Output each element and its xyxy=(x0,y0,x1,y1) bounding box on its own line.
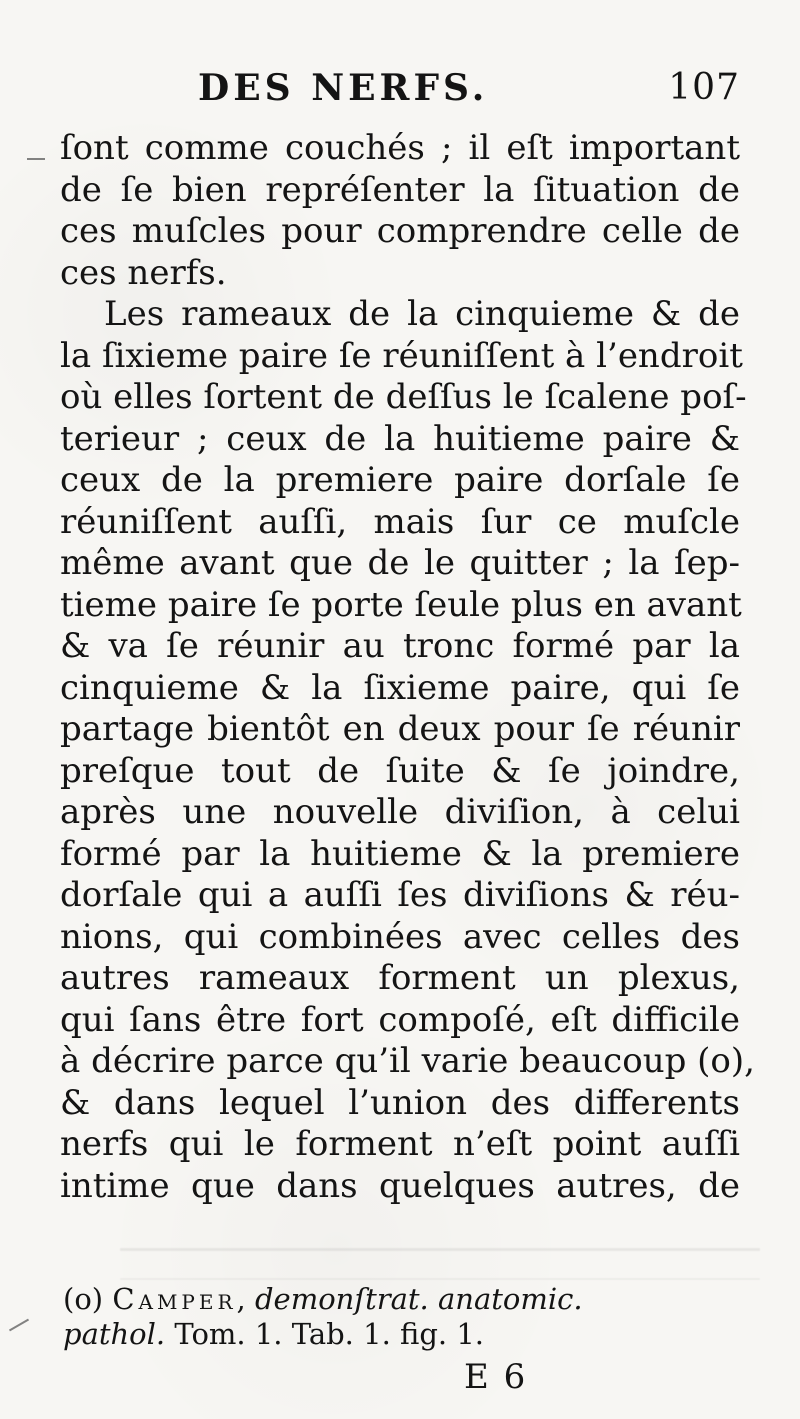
page-mark xyxy=(9,1319,29,1332)
text-line: qui ſans être fort compoſé, eſt difficile xyxy=(60,999,740,1040)
footnote-line-2 xyxy=(63,1317,738,1352)
footnote-separator: , xyxy=(236,1282,246,1316)
text-line: à décrire parce qu’il varie beaucoup (o), xyxy=(60,1041,755,1081)
text-line: après une nouvelle diviſion, à celui xyxy=(60,792,740,832)
text-line: & va ſe réunir au tronc formé par la xyxy=(60,626,740,666)
footnote-work: demonſtrat. anatomic. xyxy=(254,1282,583,1316)
page-number: 107 xyxy=(668,67,740,108)
page-mark xyxy=(27,158,45,160)
text-line: formé par la huitieme & la premiere xyxy=(60,833,740,874)
footnote-work-continued: pathol. xyxy=(63,1317,166,1351)
text-line: ſont comme couchés ; il eſt important xyxy=(60,128,740,168)
text-line: ceux de la premiere paire dorſale ſe xyxy=(60,460,740,500)
paragraph-start: Les rameaux de la cinquieme & de xyxy=(104,294,740,334)
footnote-reference: Tom. 1. Tab. 1. fig. 1. xyxy=(174,1317,485,1351)
text-line: partage bientôt en deux pour ſe réunir xyxy=(60,709,740,749)
text-line: où elles ſortent de deſſus le ſcalene poſ- xyxy=(60,377,747,417)
text-line: cinquieme & la ſixieme paire, qui ſe xyxy=(60,667,740,708)
text-line: ces nerfs. xyxy=(60,252,227,293)
text-line: ces muſcles pour comprendre celle de xyxy=(60,211,740,251)
text-line: la ſixieme paire ſe réuniſſent à l’endroit xyxy=(60,335,743,376)
text-line: de ſe bien repréſenter la ſituation de xyxy=(60,169,740,210)
footnote-line-1 xyxy=(63,1282,738,1317)
page-header xyxy=(190,68,740,108)
text-line: dorſale qui a auſſi ſes diviſions & réu- xyxy=(60,875,740,915)
main-text xyxy=(60,128,755,1207)
text-line: preſque tout de ſuite & ſe joindre, xyxy=(60,750,740,791)
running-head: DES NERFS. xyxy=(198,67,489,109)
text-line: nions, qui combinées avec celles des xyxy=(60,916,740,957)
text-line: réuniſſent auſſi, mais ſur ce muſcle xyxy=(60,501,740,542)
text-line: nerfs qui le forment n’eſt point auſſi xyxy=(60,1124,740,1164)
text-line: terieur ; ceux de la huitieme paire & xyxy=(60,418,740,459)
signature-mark: E 6 xyxy=(464,1357,528,1397)
footnote-marker: (o) xyxy=(63,1282,104,1316)
text-line: tieme paire ſe porte ſeule plus en avant xyxy=(60,584,742,625)
text-line: autres rameaux forment un plexus, xyxy=(60,958,740,998)
footnote xyxy=(63,1282,738,1352)
footnote-author: Camper xyxy=(112,1282,237,1316)
text-line: intime que dans quelques autres, de xyxy=(60,1165,740,1206)
text-line: & dans lequel l’union des differents xyxy=(60,1082,740,1123)
text-line: même avant que de le quitter ; la ſep- xyxy=(60,543,740,583)
